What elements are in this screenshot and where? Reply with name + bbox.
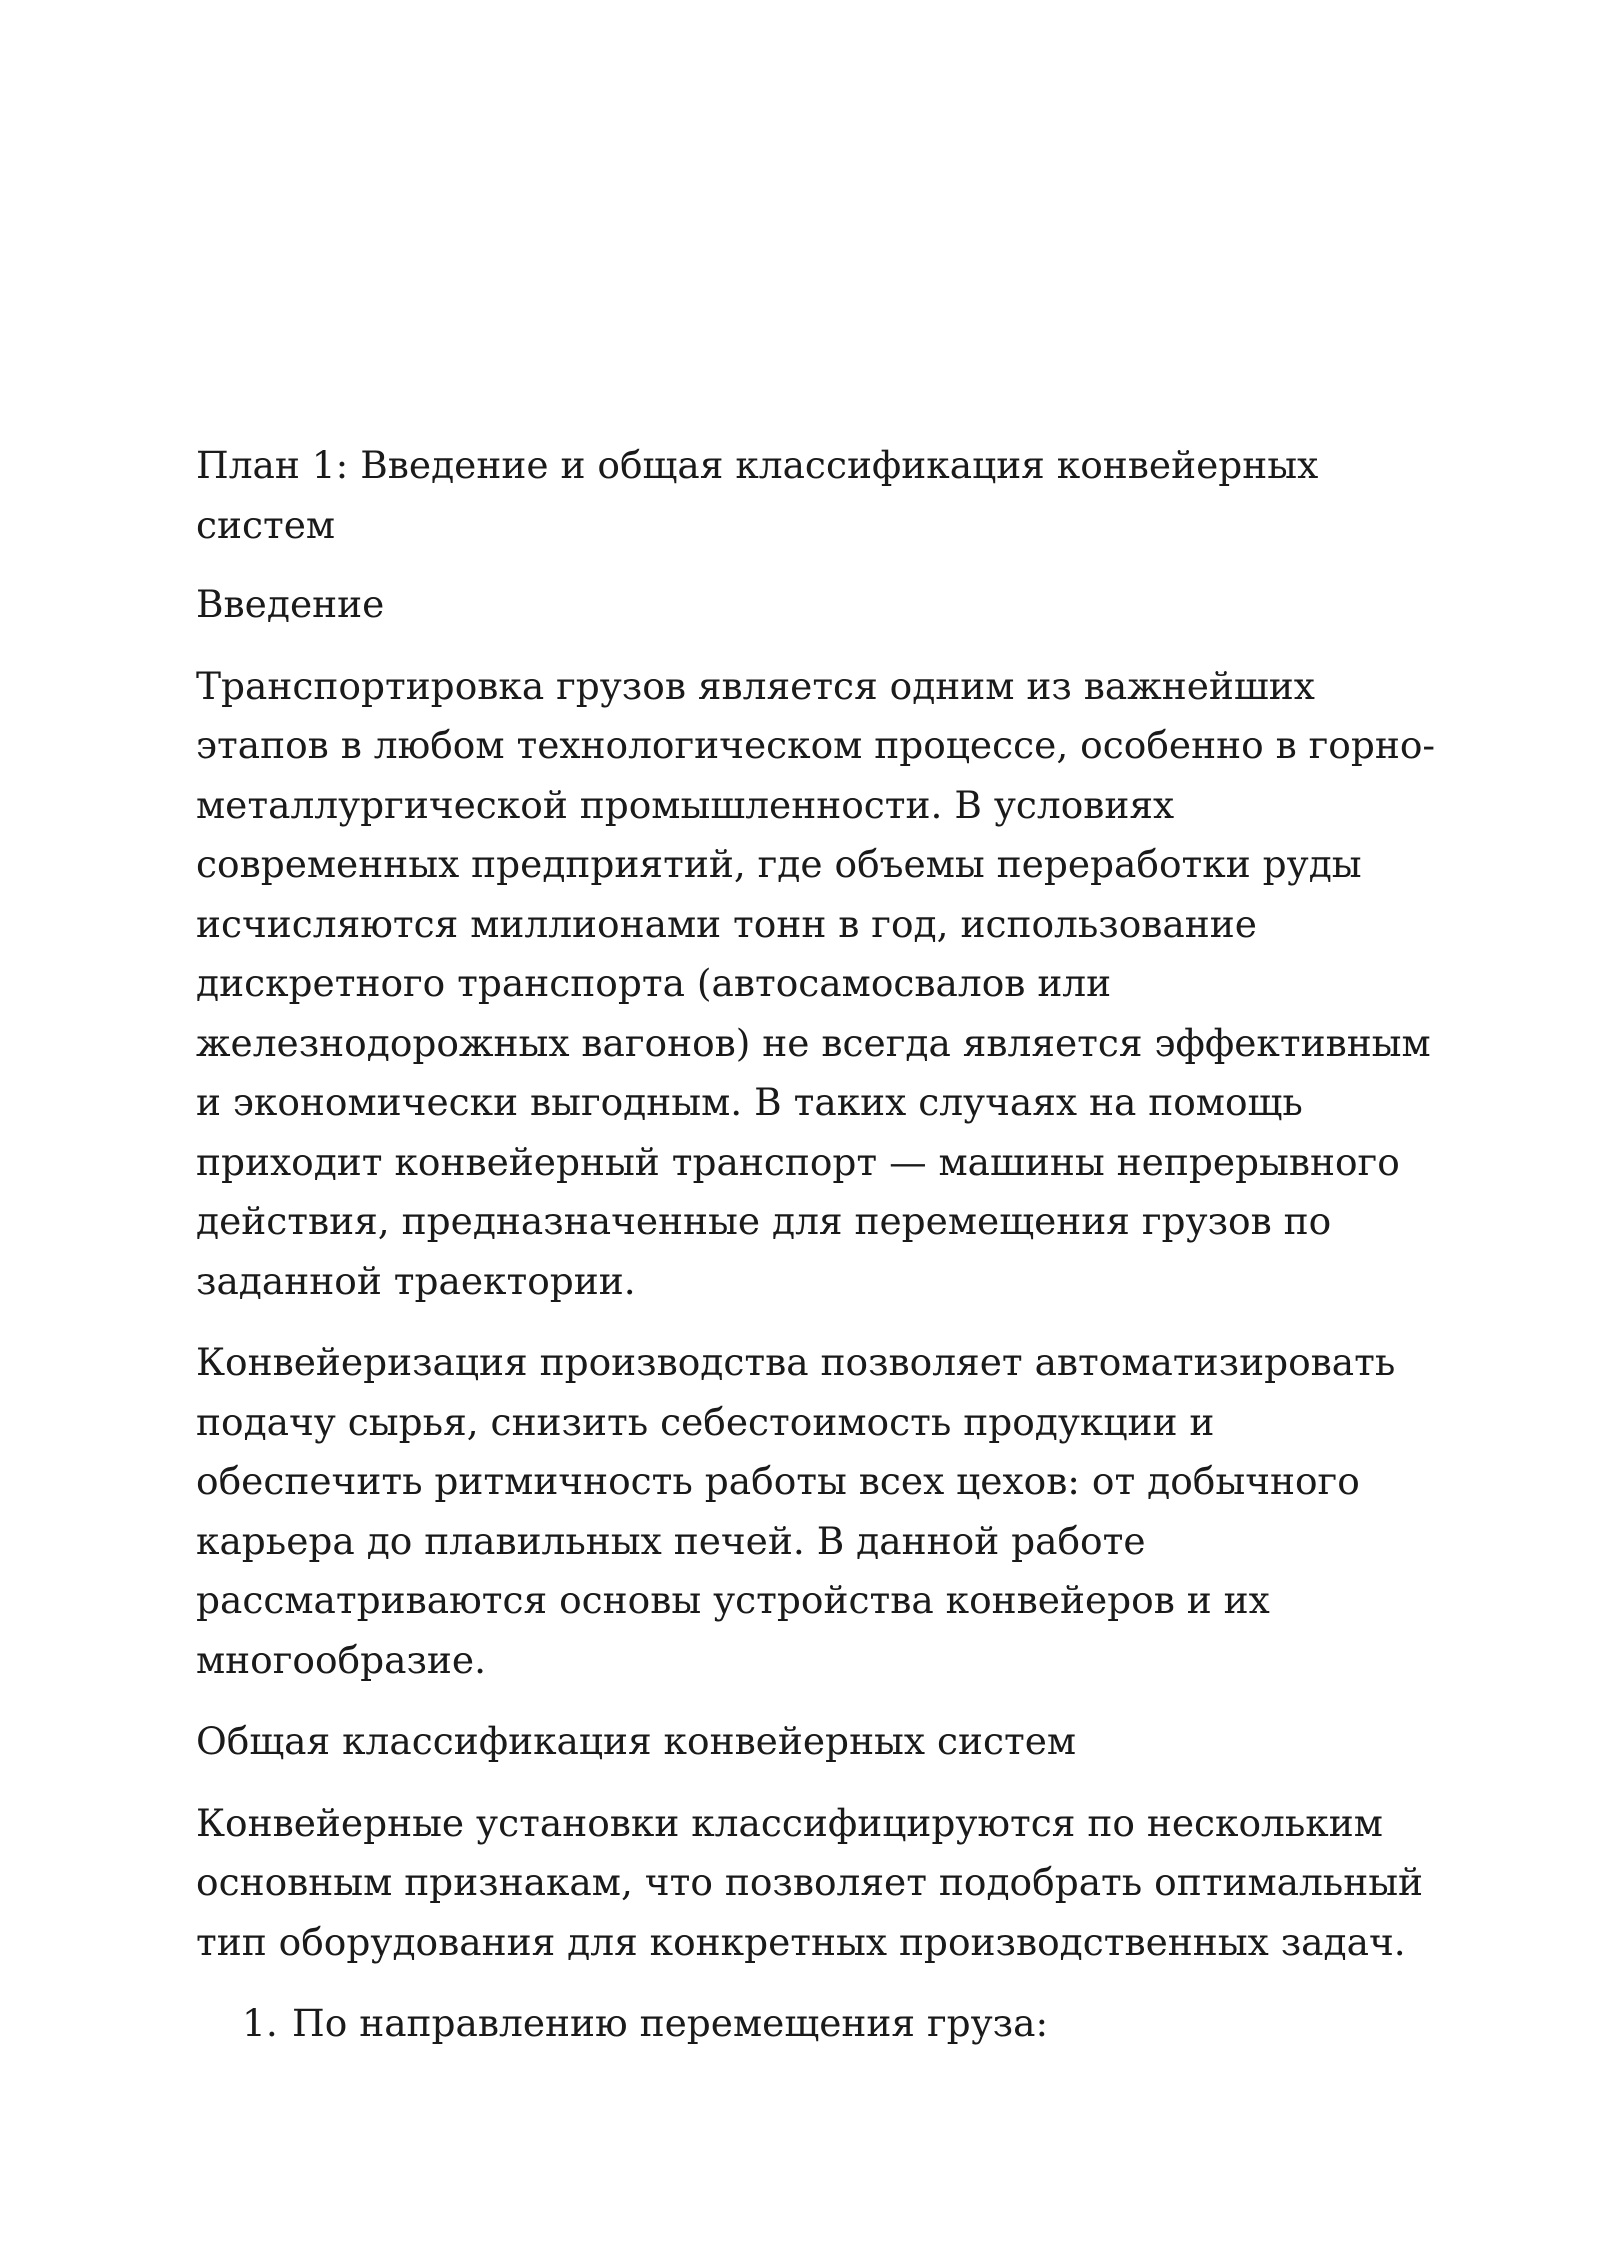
document-page (196, 436, 1436, 2054)
list-item-number: 1. (242, 2001, 278, 2045)
intro-paragraph: Конвейеризация производства позволяет автоматизировать подачу сырья, снизить себестоимость продукции и обеспечить ритмичность работы всех цехов: от добычного карьера до плавильных печей. В данной работе рассматриваются основы устройства конвейеров и их многообразие. (196, 1340, 1396, 1682)
section-heading-classification: Общая классификация конвейерных систем (196, 1719, 1077, 1763)
intro-paragraph: Транспортировка грузов является одним из важнейших этапов в любом технологическом процессе, особенно в горно-металлургической промышленности. В условиях современных предприятий, где объемы переработки руды исчисляются миллионами тонн в год, использование дискретного транспорта (автосамосвалов или железнодорожных вагонов) не всегда является эффективным и экономически выгодным. В таких случаях на помощь приходит конвейерный транспорт — машины непрерывного действия, предназначенные для перемещения грузов по заданной траектории. (196, 663, 1436, 1303)
list-item-text: По направлению перемещения груза: (292, 2001, 1049, 2045)
document-title: План 1: Введение и общая классификация конвейерных систем (196, 443, 1319, 547)
list-item (196, 1994, 1436, 2054)
classification-paragraph: Конвейерные установки классифицируются по нескольким основным признакам, что позволяет подобрать оптимальный тип оборудования для конкретных производственных задач. (196, 1800, 1424, 1964)
section-heading-intro: Введение (196, 582, 385, 626)
classification-list (196, 1994, 1436, 2054)
